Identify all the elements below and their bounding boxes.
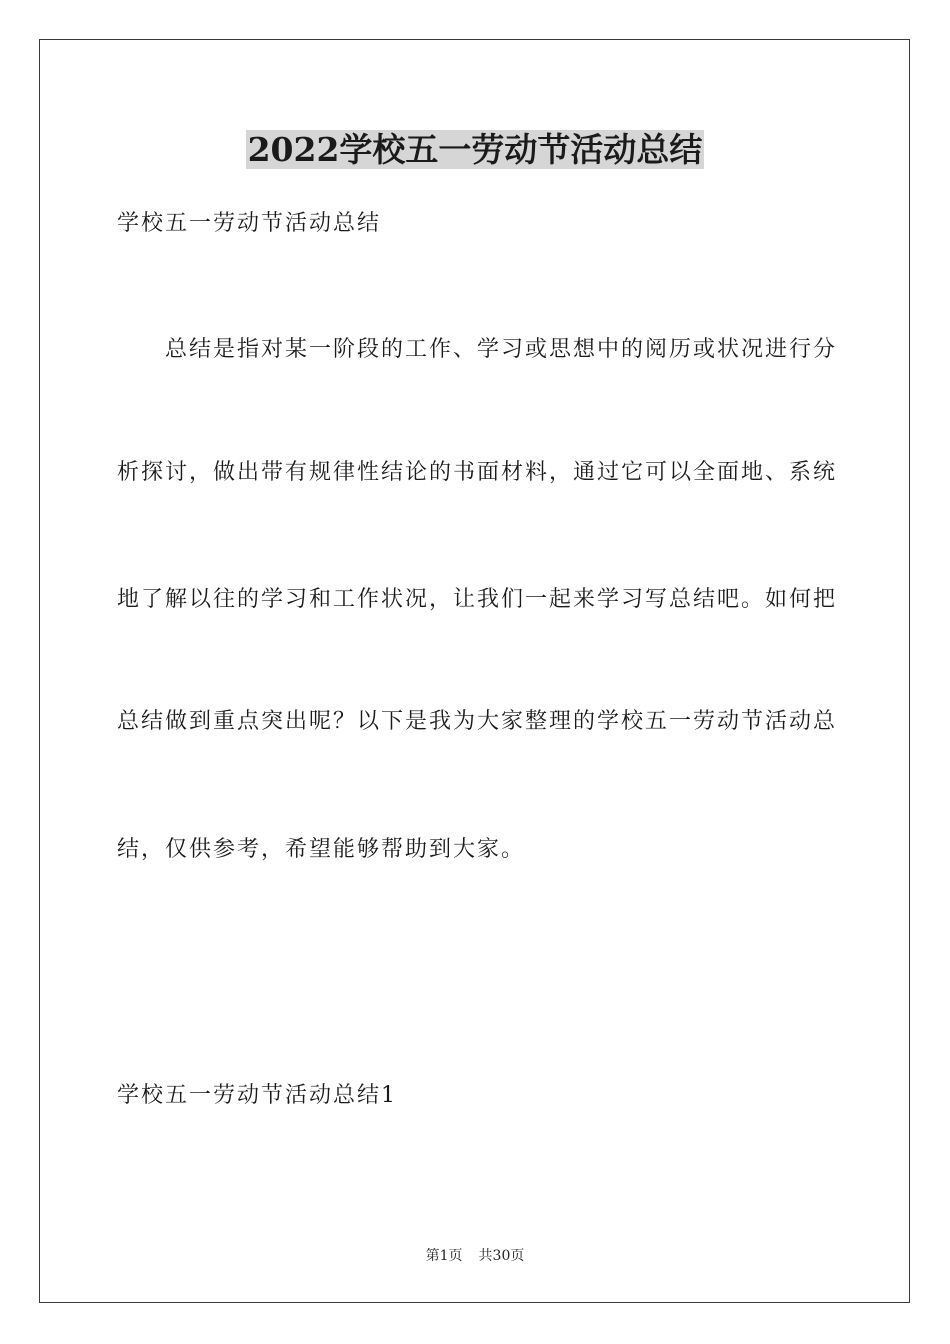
paragraph-line: 结，仅供参考，希望能够帮助到大家。 — [117, 837, 526, 862]
paragraph-line: 析探讨，做出带有规律性结论的书面材料，通过它可以全面地、系统 — [117, 460, 838, 485]
paragraph-line: 总结是指对某一阶段的工作、学习或思想中的阅历或状况进行分 — [165, 337, 838, 362]
section-heading: 学校五一劳动节活动总结1 — [117, 1083, 397, 1108]
paragraph-line: 总结做到重点突出呢？以下是我为大家整理的学校五一劳动节活动总 — [117, 709, 838, 734]
page-total: 共30页 — [478, 1248, 525, 1264]
document-subtitle: 学校五一劳动节活动总结 — [117, 211, 382, 236]
document-title-text: 2022学校五一劳动节活动总结 — [247, 130, 703, 169]
page-number: 第1页 — [425, 1248, 463, 1264]
document-title — [0, 128, 950, 172]
page-footer — [0, 1246, 950, 1266]
paragraph-line: 地了解以往的学习和工作状况，让我们一起来学习写总结吧。如何把 — [117, 587, 838, 612]
